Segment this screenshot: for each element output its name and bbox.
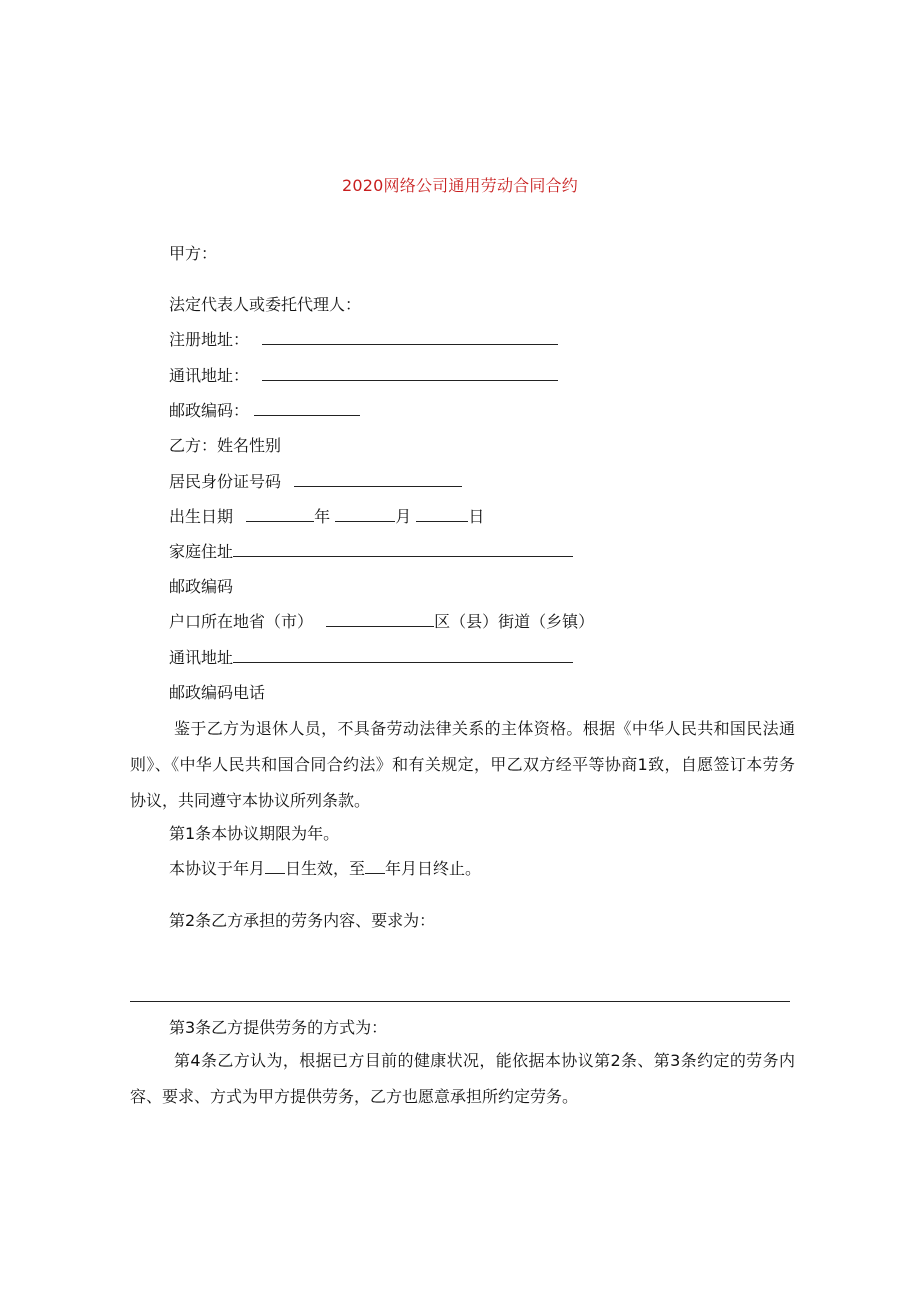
preamble-paragraph: 鉴于乙方为退休人员，不具备劳动法律关系的主体资格。根据《中华人民共和国民法通则》、《中华人民共和国合同合约法》和有关规定，甲乙双方经平等协商1致，自愿签订本劳务协议，共同遵守本协议所列条款。 [130,719,795,810]
id-number-blank [294,472,462,487]
mail-address-label: 通讯地址： [169,366,250,385]
party-b-hukou [169,611,594,633]
article-4: 第4条乙方认为，根据已方目前的健康状况，能依据本协议第2条、第3条约定的劳务内容、要求、方式为甲方提供劳务，乙方也愿意承担所约定劳务。 [130,1051,795,1106]
effective-part-1: 本协议于年月 [169,859,266,878]
party-b-mail-address [169,647,573,669]
id-number-label: 居民身份证号码 [169,472,282,491]
article-2-answer-line [130,1001,790,1002]
document-title: 2020网络公司通用劳动合同合约 [342,176,578,195]
birth-year-label: 年 [314,507,331,526]
party-b-postcode-phone: 邮政编码电话 [169,683,266,702]
birth-month-blank [335,507,395,522]
party-a-postcode [169,400,360,422]
party-b-id-number [169,471,462,493]
birth-day-label: 日 [468,507,485,526]
party-a-mail-address [169,365,558,387]
article-1: 第1条本协议期限为年。 [169,824,340,843]
home-address-blank [233,542,573,557]
effective-part-3: 年月日终止。 [385,859,482,878]
birth-year-blank [246,507,314,522]
hukou-suffix: 区（县）街道（乡镇） [434,612,595,631]
effective-part-2: 日生效，至 [285,859,366,878]
article-3: 第3条乙方提供劳务的方式为： [169,1018,388,1037]
party-a-reg-address [169,329,558,351]
party-b-postcode: 邮政编码 [169,577,234,596]
party-b-home-address [169,541,573,563]
article-1-effective [169,858,481,880]
party-b-birth-date [169,506,484,528]
hukou-blank [326,612,434,627]
birth-month-label: 月 [395,507,412,526]
party-a-label: 甲方： [169,244,218,263]
mail-address-blank [262,366,558,381]
home-address-label: 家庭住址 [169,542,234,561]
party-a-legal-rep: 法定代表人或委托代理人： [169,295,362,314]
reg-address-label: 注册地址： [169,330,250,349]
effective-day-blank [265,859,285,874]
b-mail-address-label: 通讯地址 [169,648,234,667]
postcode-blank [254,401,360,416]
postcode-label: 邮政编码： [169,401,250,420]
party-b-label: 乙方：姓名性别 [169,436,282,455]
reg-address-blank [262,330,558,345]
article-2: 第2条乙方承担的劳务内容、要求为： [169,911,436,930]
birth-date-label: 出生日期 [169,507,234,526]
birth-day-blank [416,507,468,522]
b-mail-address-blank [233,648,573,663]
end-year-blank [365,859,385,874]
hukou-prefix: 户口所在地省（市） [169,612,314,631]
